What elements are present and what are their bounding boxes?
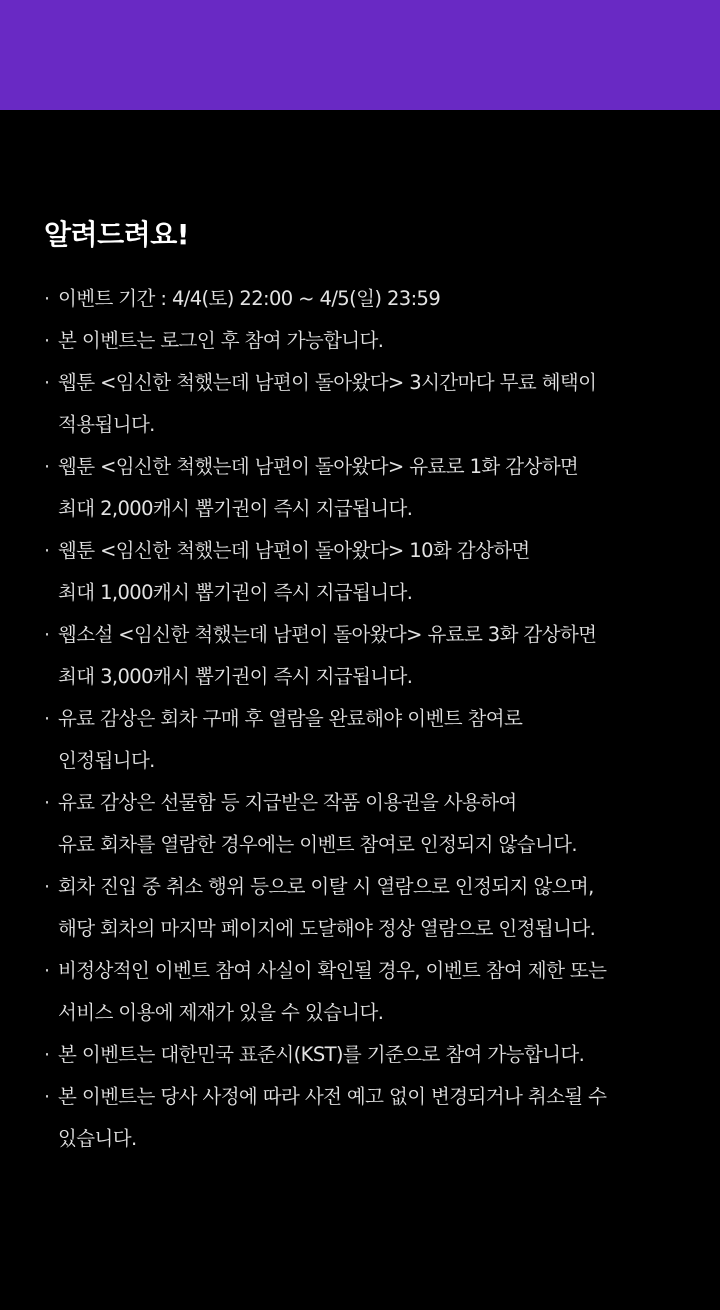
notice-item-line: 인정됩니다. [58, 749, 155, 772]
notice-item-line: 본 이벤트는 로그인 후 참여 가능합니다. [58, 329, 384, 352]
bullet-dot: · [44, 288, 51, 310]
notice-item-line: 웹소설 <임신한 척했는데 남편이 돌아왔다> 유료로 3화 감상하면 [58, 623, 597, 646]
notice-item-line: 유료 감상은 회차 구매 후 열람을 완료해야 이벤트 참여로 [58, 707, 523, 730]
notice-item [44, 446, 684, 530]
bullet-dot: · [44, 540, 51, 562]
bullet-dot: · [44, 876, 51, 898]
notice-item [44, 1034, 684, 1076]
notice-item [44, 530, 684, 614]
bullet-dot: · [44, 792, 51, 814]
notice-item [44, 1076, 684, 1160]
notice-item-line: 적용됩니다. [58, 413, 155, 436]
bullet-dot: · [44, 372, 51, 394]
notice-item-line: 회차 진입 중 취소 행위 등으로 이탈 시 열람으로 인정되지 않으며, [58, 875, 594, 898]
notice-item [44, 614, 684, 698]
notice-item [44, 320, 684, 362]
notice-item-line: 있습니다. [58, 1127, 137, 1150]
notice-item [44, 950, 684, 1034]
notice-item-line: 유료 회차를 열람한 경우에는 이벤트 참여로 인정되지 않습니다. [58, 833, 577, 856]
notice-item-line: 본 이벤트는 당사 사정에 따라 사전 예고 없이 변경되거나 취소될 수 [58, 1085, 607, 1108]
bullet-dot: · [44, 624, 51, 646]
notice-item-line: 웹툰 <임신한 척했는데 남편이 돌아왔다> 10화 감상하면 [58, 539, 530, 562]
notice-item-line: 본 이벤트는 대한민국 표준시(KST)를 기준으로 참여 가능합니다. [58, 1043, 585, 1066]
bullet-dot: · [44, 1044, 51, 1066]
bullet-dot: · [44, 330, 51, 352]
bullet-dot: · [44, 456, 51, 478]
notice-item-line: 최대 3,000캐시 뽑기권이 즉시 지급됩니다. [58, 665, 413, 688]
notice-item-line: 이벤트 기간 : 4/4(토) 22:00 ~ 4/5(일) 23:59 [58, 287, 441, 310]
notice-item-line: 서비스 이용에 제재가 있을 수 있습니다. [58, 1001, 384, 1024]
notice-item-line: 유료 감상은 선물함 등 지급받은 작품 이용권을 사용하여 [58, 791, 517, 814]
notice-item-line: 최대 1,000캐시 뽑기권이 즉시 지급됩니다. [58, 581, 413, 604]
bullet-dot: · [44, 1086, 51, 1108]
bullet-dot: · [44, 708, 51, 730]
bullet-dot: · [44, 960, 51, 982]
notice-item-line: 비정상적인 이벤트 참여 사실이 확인될 경우, 이벤트 참여 제한 또는 [58, 959, 607, 982]
notice-item [44, 866, 684, 950]
notice-item [44, 278, 684, 320]
notice-title: 알려드려요! [44, 218, 190, 251]
notice-item [44, 698, 684, 782]
notice-item-line: 웹툰 <임신한 척했는데 남편이 돌아왔다> 유료로 1화 감상하면 [58, 455, 579, 478]
notice-item [44, 782, 684, 866]
notice-section [44, 214, 684, 1160]
notice-item [44, 362, 684, 446]
top-banner [0, 0, 720, 110]
notice-item-line: 웹툰 <임신한 척했는데 남편이 돌아왔다> 3시간마다 무료 혜택이 [58, 371, 597, 394]
notice-list [44, 278, 684, 1160]
notice-item-line: 최대 2,000캐시 뽑기권이 즉시 지급됩니다. [58, 497, 413, 520]
notice-item-line: 해당 회차의 마지막 페이지에 도달해야 정상 열람으로 인정됩니다. [58, 917, 596, 940]
